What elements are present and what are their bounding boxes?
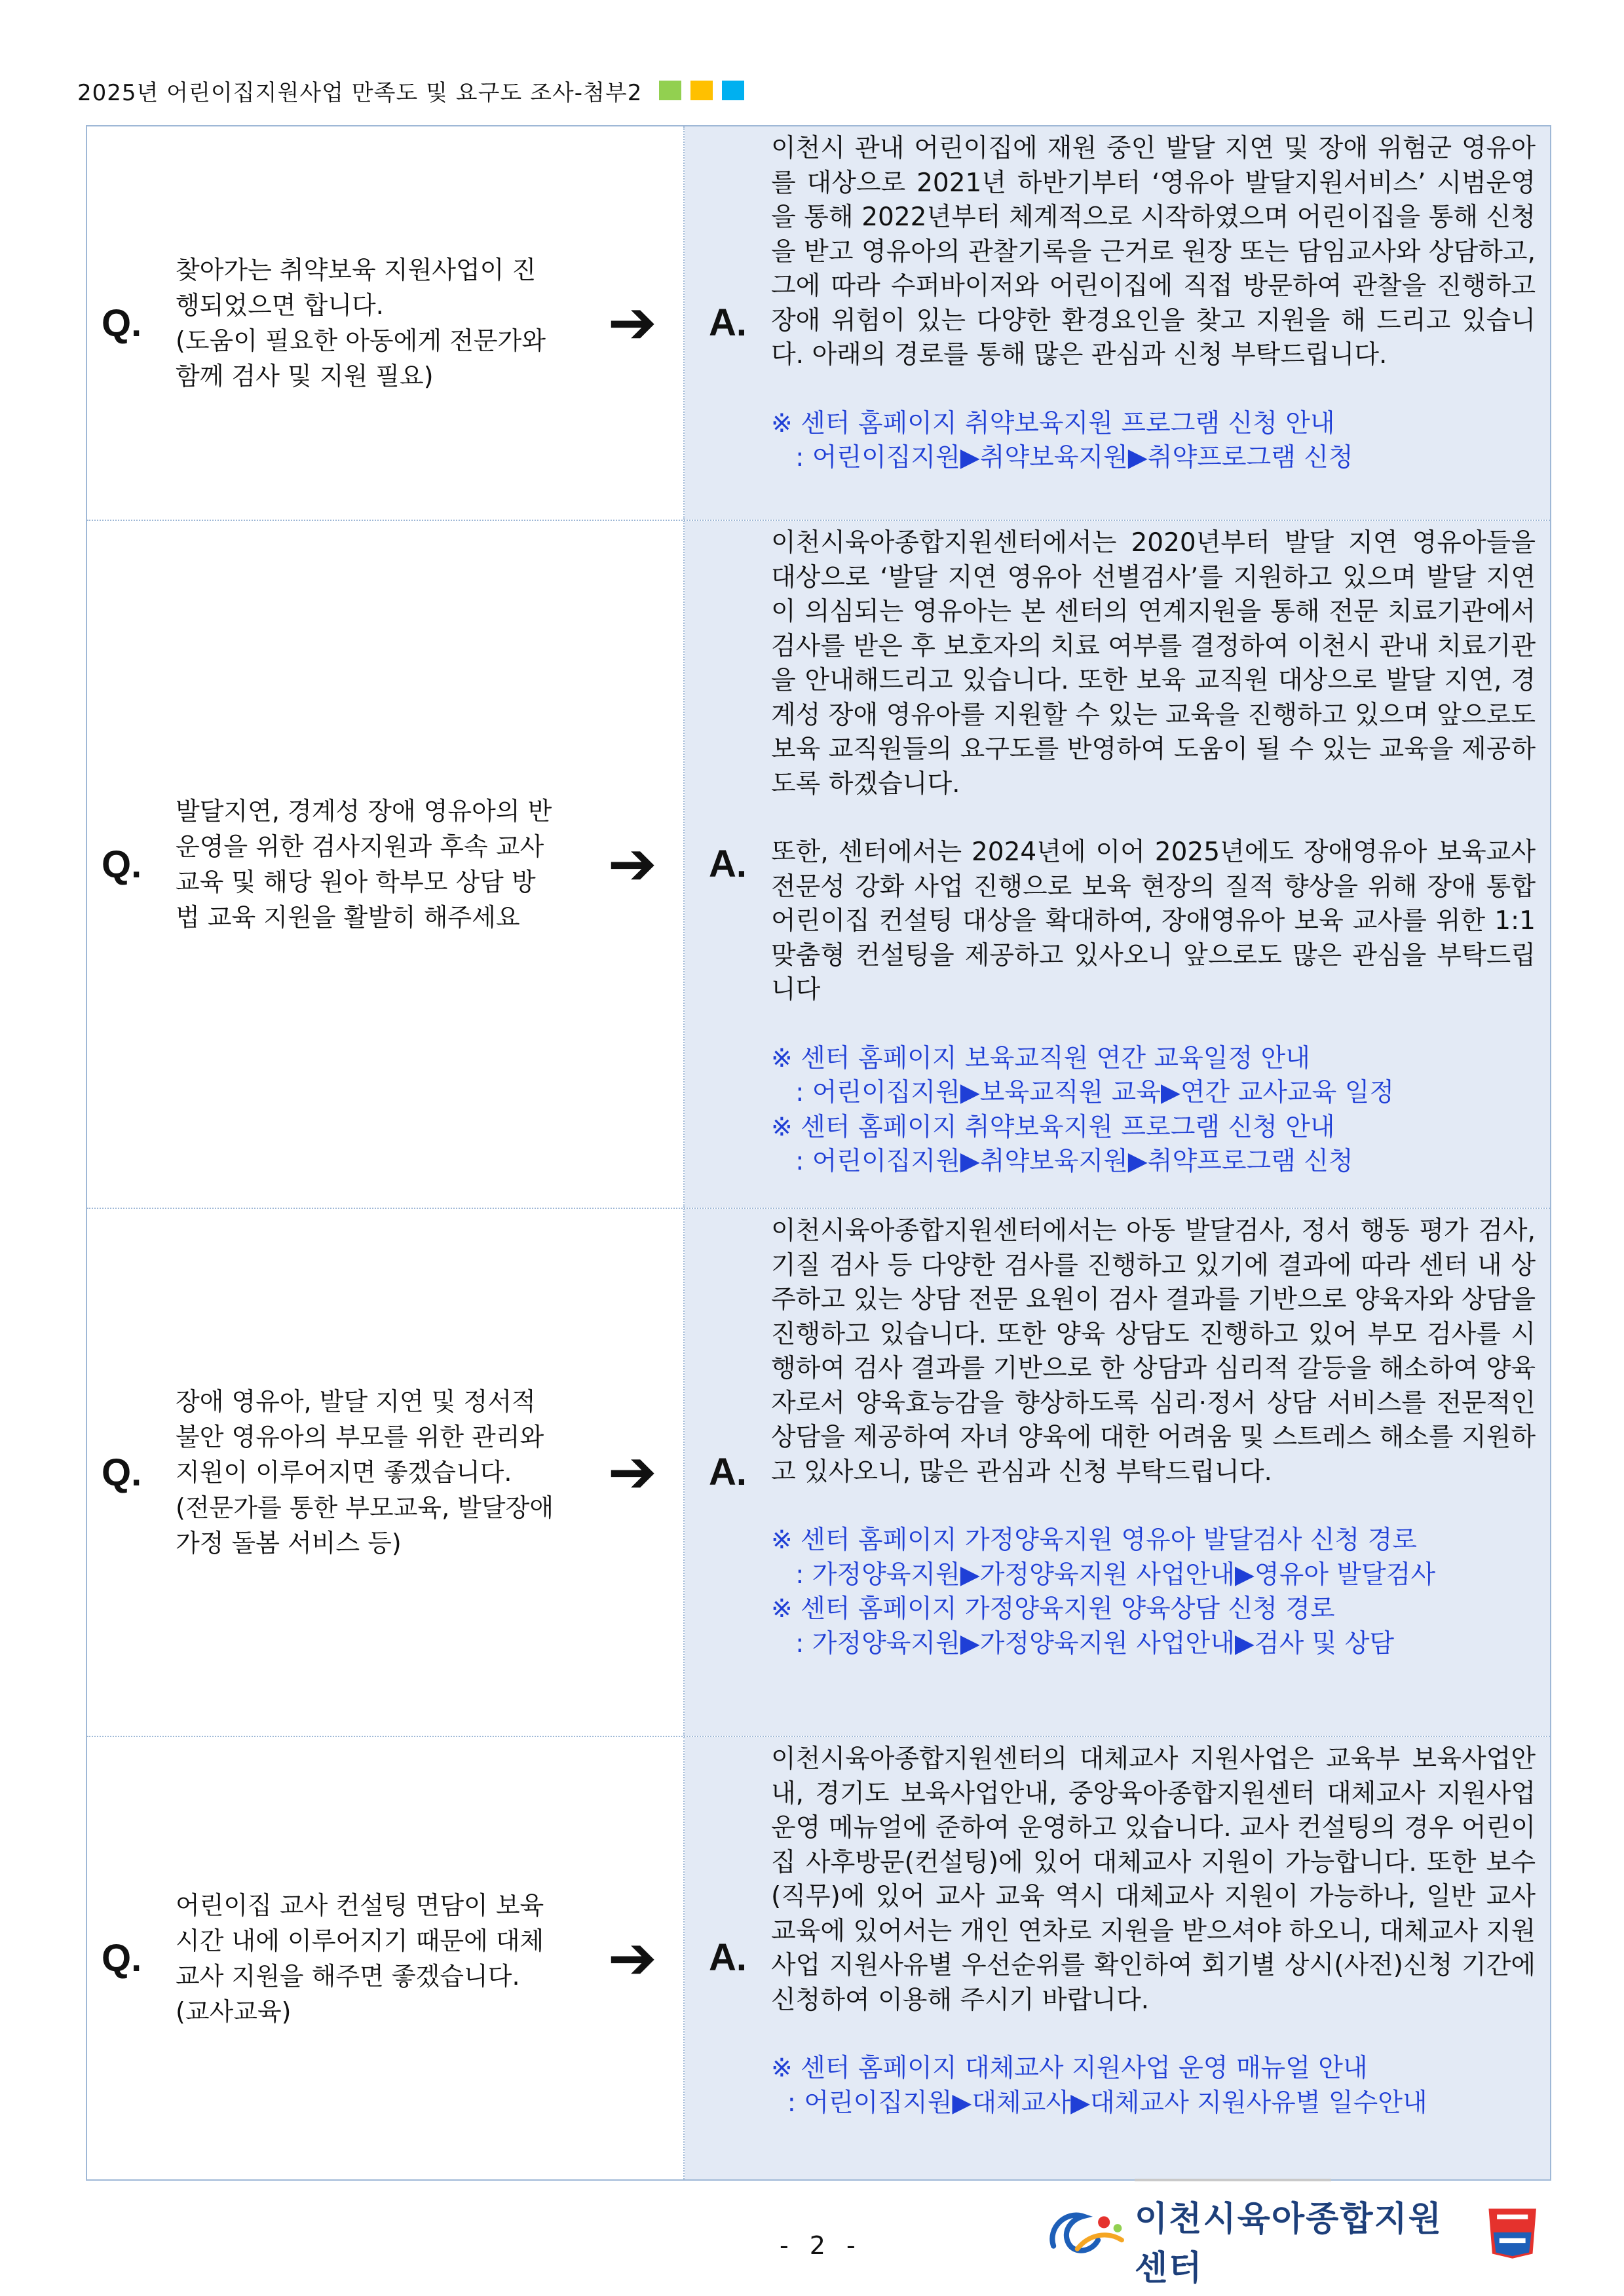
center-logo xyxy=(1042,2189,1539,2288)
q-mark: Q. xyxy=(102,843,142,886)
answer-cell xyxy=(685,1209,1550,1736)
swirl-logo-icon xyxy=(1042,2195,1131,2267)
q-mark: Q. xyxy=(102,301,142,345)
homepage-note: ※ 센터 홈페이지 가정양육지원 양육상담 신청 경로 xyxy=(771,1594,1335,1624)
q-mark: Q. xyxy=(102,1937,142,1980)
header-title: 2025년 어린이집지원사업 만족도 및 요구도 조사-첨부2 xyxy=(77,79,643,106)
homepage-note: ※ 센터 홈페이지 취약보육지원 프로그램 신청 안내 xyxy=(771,408,1335,438)
page-number: - 2 - xyxy=(780,2231,862,2260)
homepage-path: : 가정양육지원▶가정양육지원 사업안내▶영유아 발달검사 xyxy=(771,1559,1436,1590)
q-mark: Q. xyxy=(102,1451,142,1494)
answer-paragraph: 이천시육아종합지원센터의 대체교사 지원사업은 교육부 보육사업안내, 경기도 보육사업안내, 중앙육아종합지원센터 대체교사 지원사업 운영 메뉴얼에 준하여 운영하고 있습니다. 교사 컨설팅의 경우 어린이집 사후방문(컨설팅)에 있어 대체교사 지원이 가능합니다. 또한 보수(직무)에 있어 교사 교육 역시 대체교사 지원이 가능하나, 일반 교사 교육에 있어서는 개인 연차로 지원을 받으셔야 하오니, 대체교사 지원사업 지원사유별 우선순위를 확인하여 회기별 상시(사전)신청 기간에 신청하여 이용해 주시기 바랍니다. xyxy=(771,1744,1536,2015)
question-cell xyxy=(87,1737,685,2179)
homepage-note: ※ 센터 홈페이지 보육교직원 연간 교육일정 안내 xyxy=(771,1043,1310,1073)
qa-row xyxy=(87,520,1550,1208)
right-arrow-icon: ➔ xyxy=(607,1438,657,1506)
qa-row xyxy=(87,1208,1550,1736)
answer-body xyxy=(771,1214,1536,1729)
homepage-path: : 어린이집지원▶대체교사▶대체교사 지원사유별 일수안내 xyxy=(771,2088,1427,2118)
yellow-square-icon xyxy=(690,81,713,100)
green-square-icon xyxy=(659,81,681,100)
blue-square-icon xyxy=(722,81,744,100)
a-mark: A. xyxy=(709,1936,747,1979)
answer-cell xyxy=(685,1737,1550,2179)
qa-row xyxy=(87,1736,1550,2179)
answer-cell xyxy=(685,126,1550,520)
homepage-note: ※ 센터 홈페이지 취약보육지원 프로그램 신청 안내 xyxy=(771,1112,1335,1142)
a-mark: A. xyxy=(709,301,747,344)
homepage-note: ※ 센터 홈페이지 대체교사 지원사업 운영 매뉴얼 안내 xyxy=(771,2054,1368,2083)
document-header xyxy=(77,71,744,110)
answer-body xyxy=(771,526,1536,1201)
homepage-note: ※ 센터 홈페이지 가정양육지원 영유아 발달검사 신청 경로 xyxy=(771,1525,1417,1555)
answer-body xyxy=(771,132,1536,513)
question-cell xyxy=(87,521,685,1208)
homepage-path: : 가정양육지원▶가정양육지원 사업안내▶검사 및 상담 xyxy=(771,1628,1395,1658)
question-text: 장애 영유아, 발달 지연 및 정서적 불안 영유아의 부모를 위한 관리와 지원이 이루어지면 좋겠습니다. (전문가를 통한 부모교육, 발달장애 가정 돌봄 서비스 등) xyxy=(176,1387,554,1558)
right-arrow-icon: ➔ xyxy=(607,830,657,898)
logo-name: 이천시육아종합지원센터 xyxy=(1134,2199,1443,2288)
answer-paragraph: 이천시 관내 어린이집에 재원 중인 발달 지연 및 장애 위험군 영유아를 대상으로 2021년 하반기부터 ‘영유아 발달지원서비스’ 시범운영을 통해 2022년부터 체계적으로 시작하였으며 어린이집을 통해 신청을 받고 영유아의 관찰기록을 근거로 원장 또는 담임교사와 상담하고, 그에 따라 수퍼바이저와 어린이집에 직접 방문하여 관찰을 진행하고 장애 위험이 있는 다양한 환경요인을 찾고 지원을 해 드리고 있습니다. 아래의 경로를 통해 많은 관심과 신청 부탁드립니다. xyxy=(771,134,1536,370)
answer-paragraph: 또한, 센터에서는 2024년에 이어 2025년에도 장애영유아 보육교사 전문성 강화 사업 진행으로 보육 현장의 질적 향상을 위해 장애 통합 어린이집 컨설팅 대상을 확대하여, 장애영유아 보육 교사를 위한 1:1 맞춤형 컨설팅을 제공하고 있사오니 앞으로도 많은 관심을 부탁드립니다 xyxy=(771,837,1536,1004)
question-text: 발달지연, 경계성 장애 영유아의 반운영을 위한 검사지원과 후속 교사 교육 및 해당 원아 학부모 상담 방법 교육 지원을 활발히 해주세요 xyxy=(176,797,552,932)
homepage-path: : 어린이집지원▶보육교직원 교육▶연간 교사교육 일정 xyxy=(771,1078,1395,1107)
question-cell xyxy=(87,1209,685,1736)
answer-cell xyxy=(685,521,1550,1208)
qa-row xyxy=(87,126,1550,520)
question-text: 어린이집 교사 컨설팅 면담이 보육 시간 내에 이루어지기 때문에 대체교사 지원을 해주면 좋겠습니다. (교사교육) xyxy=(176,1890,552,2026)
a-mark: A. xyxy=(709,1450,747,1493)
answer-body xyxy=(771,1742,1536,2173)
right-arrow-icon: ➔ xyxy=(607,1923,657,1993)
logo-tagline xyxy=(1135,2173,1476,2191)
question-text: 찾아가는 취약보육 지원사업이 진행되었으면 합니다. (도움이 필요한 아동에게 전문가와 함께 검사 및 지원 필요) xyxy=(176,256,546,391)
question-cell xyxy=(87,126,685,520)
center-badge-icon xyxy=(1485,2200,1539,2263)
homepage-path: : 어린이집지원▶취약보육지원▶취약프로그램 신청 xyxy=(771,443,1353,472)
answer-paragraph: 이천시육아종합지원센터에서는 2020년부터 발달 지연 영유아들을 대상으로 ‘발달 지연 영유아 선별검사’를 지원하고 있으며 발달 지연이 의심되는 영유아는 본 센터의 연계지원을 통해 전문 치료기관에서 검사를 받은 후 보호자의 치료 여부를 결정하여 이천시 관내 치료기관을 안내해드리고 있습니다. 또한 보육 교직원 대상으로 발달 지연, 경계성 장애 영유아를 지원할 수 있는 교육을 진행하고 있으며 앞으로도 보육 교직원들의 요구도를 반영하여 도움이 될 수 있는 교육을 제공하도록 하겠습니다. xyxy=(771,528,1536,799)
qa-table xyxy=(86,125,1551,2181)
homepage-path: : 어린이집지원▶취약보육지원▶취약프로그램 신청 xyxy=(771,1147,1353,1176)
answer-paragraph: 이천시육아종합지원센터에서는 아동 발달검사, 정서 행동 평가 검사, 기질 검사 등 다양한 검사를 진행하고 있기에 결과에 따라 센터 내 상주하고 있는 상담 전문 요원이 검사 결과를 기반으로 양육자와 상담을 진행하고 있습니다. 또한 양육 상담도 진행하고 있어 부모 검사를 시행하여 검사 결과를 기반으로 한 상담과 심리적 갈등을 해소하여 양육자로서 양육효능감을 향상하도록 심리·정서 상담 서비스를 전문적인 상담을 제공하여 자녀 양육에 대한 어려움 및 스트레스 해소를 지원하고 있사오니, 많은 관심과 신청 부탁드립니다. xyxy=(771,1216,1536,1487)
right-arrow-icon: ➔ xyxy=(607,288,657,357)
a-mark: A. xyxy=(709,842,747,885)
